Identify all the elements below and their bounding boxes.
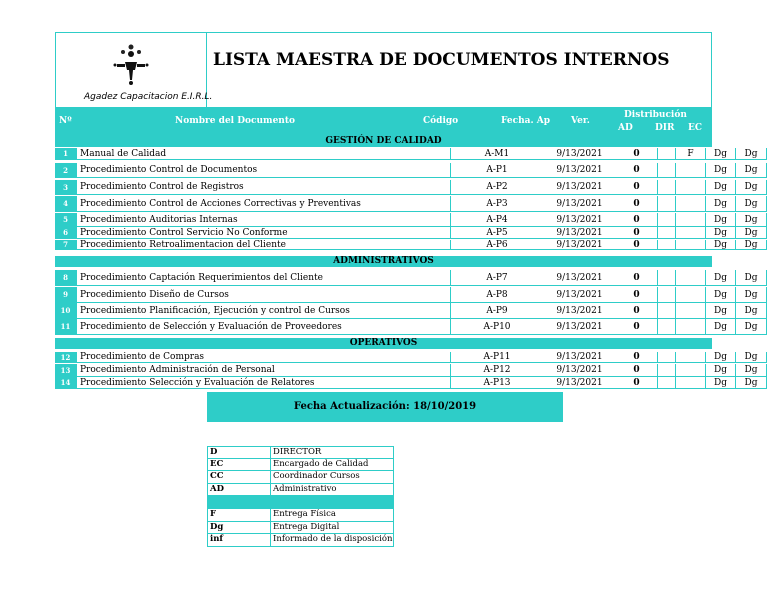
row-number: 2 — [55, 163, 76, 178]
legend-table — [207, 446, 394, 547]
row-number: 3 — [55, 180, 76, 195]
row-number: 5 — [55, 213, 76, 227]
distribution-ec: Dg — [735, 319, 767, 335]
header-date: Fecha. Ap — [501, 116, 551, 126]
approval-date: 9/13/2021 — [543, 287, 616, 303]
approval-date: 9/13/2021 — [543, 196, 616, 212]
version: 0 — [616, 148, 657, 160]
table-row — [55, 270, 758, 286]
approval-date: 9/13/2021 — [543, 303, 616, 319]
header-distribution: Distribución — [624, 110, 687, 120]
legend-key: AD — [210, 483, 224, 494]
document-code: A-P5 — [450, 227, 543, 239]
document-code: A-M1 — [450, 148, 543, 160]
document-code: A-P13 — [450, 377, 543, 389]
row-number: 14 — [55, 377, 76, 389]
distribution-blank — [657, 213, 675, 227]
approval-date: 9/13/2021 — [543, 319, 616, 335]
table-row — [55, 163, 758, 178]
distribution-blank — [657, 352, 675, 363]
distribution-dir: Dg — [705, 196, 735, 212]
legend-row — [207, 496, 394, 509]
version: 0 — [616, 180, 657, 195]
document-code: A-P12 — [450, 364, 543, 377]
distribution-ad — [675, 227, 705, 239]
distribution-ad — [675, 303, 705, 319]
distribution-ec: Dg — [735, 364, 767, 377]
header-ad: AD — [618, 123, 633, 133]
distribution-ec: Dg — [735, 148, 767, 160]
version: 0 — [616, 240, 657, 250]
distribution-ad — [675, 287, 705, 303]
document-code: A-P6 — [450, 240, 543, 250]
section-header: ADMINISTRATIVOS — [55, 256, 712, 267]
version: 0 — [616, 196, 657, 212]
document-code: A-P10 — [450, 319, 543, 335]
document-code: A-P4 — [450, 213, 543, 227]
distribution-ec: Dg — [735, 303, 767, 319]
version: 0 — [616, 377, 657, 389]
header-code: Código — [423, 116, 459, 126]
distribution-blank — [657, 196, 675, 212]
legend-value: Administrativo — [270, 484, 337, 496]
document-code: A-P9 — [450, 303, 543, 319]
distribution-ec: Dg — [735, 287, 767, 303]
legend-row — [207, 509, 394, 522]
distribution-ec: Dg — [735, 196, 767, 212]
legend-key: inf — [210, 534, 224, 544]
legend-key: CC — [210, 471, 224, 481]
row-number: 7 — [55, 240, 76, 250]
distribution-blank — [657, 227, 675, 239]
distribution-ad — [675, 377, 705, 389]
distribution-dir: Dg — [705, 270, 735, 286]
distribution-dir: Dg — [705, 213, 735, 227]
distribution-ec: Dg — [735, 352, 767, 363]
distribution-ad — [675, 196, 705, 212]
approval-date: 9/13/2021 — [543, 352, 616, 363]
table-row — [55, 352, 758, 363]
document-name: Procedimiento de Compras — [76, 352, 450, 363]
distribution-dir: Dg — [705, 180, 735, 195]
version: 0 — [616, 364, 657, 377]
distribution-ec: Dg — [735, 227, 767, 239]
approval-date: 9/13/2021 — [543, 148, 616, 160]
distribution-ec: Dg — [735, 270, 767, 286]
distribution-ad — [675, 364, 705, 377]
document-name: Manual de Calidad — [76, 148, 450, 160]
distribution-ad — [675, 180, 705, 195]
distribution-blank — [657, 287, 675, 303]
distribution-ec: Dg — [735, 240, 767, 250]
distribution-blank — [657, 364, 675, 377]
document-code: A-P7 — [450, 270, 543, 286]
document-name: Procedimiento Control de Registros — [76, 180, 450, 195]
version: 0 — [616, 270, 657, 286]
approval-date: 9/13/2021 — [543, 180, 616, 195]
approval-date: 9/13/2021 — [543, 364, 616, 377]
version: 0 — [616, 287, 657, 303]
row-number: 4 — [55, 196, 76, 212]
distribution-dir: Dg — [705, 377, 735, 389]
table-row — [55, 364, 758, 377]
logo-caption: Agadez Capacitacion E.I.R.L. — [84, 92, 213, 102]
legend-key: D — [210, 447, 218, 457]
distribution-dir: Dg — [705, 148, 735, 160]
header-num: Nº — [59, 116, 72, 126]
document-name: Procedimiento Auditorias Internas — [76, 213, 450, 227]
legend-row — [207, 484, 394, 497]
header-ec: EC — [688, 123, 703, 133]
row-number: 6 — [55, 227, 76, 239]
header-version: Ver. — [571, 116, 590, 126]
version: 0 — [616, 163, 657, 178]
version: 0 — [616, 227, 657, 239]
approval-date: 9/13/2021 — [543, 163, 616, 178]
legend-key: Dg — [210, 521, 224, 532]
distribution-blank — [657, 240, 675, 250]
row-number: 9 — [55, 287, 76, 303]
distribution-blank — [657, 163, 675, 178]
table-row — [55, 213, 758, 227]
legend-row — [207, 534, 394, 547]
table-row — [55, 303, 758, 319]
version: 0 — [616, 213, 657, 227]
legend-value: Informado de la disposición — [270, 534, 392, 546]
document-code: A-P11 — [450, 352, 543, 363]
document-code: A-P8 — [450, 287, 543, 303]
legend-value: DIRECTOR — [270, 447, 321, 458]
distribution-ec: Dg — [735, 180, 767, 195]
legend-value: Coordinador Cursos — [270, 471, 360, 483]
distribution-ad — [675, 270, 705, 286]
distribution-ad — [675, 319, 705, 335]
distribution-blank — [657, 148, 675, 160]
distribution-ec: Dg — [735, 377, 767, 389]
version: 0 — [616, 319, 657, 335]
table-row — [55, 319, 758, 335]
document-name: Procedimiento de Selección y Evaluación de Proveedores — [76, 319, 450, 335]
document-name: Procedimiento Planificación, Ejecución y control de Cursos — [76, 303, 450, 319]
approval-date: 9/13/2021 — [543, 213, 616, 227]
table-row — [55, 148, 758, 160]
row-number: 11 — [55, 319, 76, 335]
legend-value: Encargado de Calidad — [270, 459, 368, 471]
distribution-dir: Dg — [705, 352, 735, 363]
document-name: Procedimiento Control de Documentos — [76, 163, 450, 178]
update-date: Fecha Actualización: 18/10/2019 — [207, 392, 563, 422]
document-name: Procedimiento Selección y Evaluación de Relatores — [76, 377, 450, 389]
distribution-dir: Dg — [705, 163, 735, 178]
distribution-blank — [657, 319, 675, 335]
company-logo-icon — [111, 42, 151, 88]
distribution-blank — [657, 377, 675, 389]
document-code: A-P3 — [450, 196, 543, 212]
approval-date: 9/13/2021 — [543, 240, 616, 250]
approval-date: 9/13/2021 — [543, 377, 616, 389]
row-number: 10 — [55, 303, 76, 319]
distribution-ad: F — [675, 148, 705, 160]
document-code: A-P1 — [450, 163, 543, 178]
section-header: OPERATIVOS — [55, 338, 712, 349]
distribution-dir: Dg — [705, 364, 735, 377]
legend-value: Entrega Física — [270, 509, 336, 521]
legend-row — [207, 446, 394, 459]
distribution-dir: Dg — [705, 227, 735, 239]
distribution-ec: Dg — [735, 213, 767, 227]
legend-value: Entrega Digital — [270, 522, 339, 534]
distribution-blank — [657, 270, 675, 286]
row-number: 12 — [55, 352, 76, 363]
header-name: Nombre del Documento — [175, 116, 296, 126]
legend-row — [207, 459, 394, 472]
distribution-ad — [675, 163, 705, 178]
distribution-dir: Dg — [705, 319, 735, 335]
legend-row — [207, 522, 394, 535]
distribution-dir: Dg — [705, 287, 735, 303]
distribution-dir: Dg — [705, 303, 735, 319]
page-title: LISTA MAESTRA DE DOCUMENTOS INTERNOS — [213, 50, 670, 70]
distribution-ad — [675, 352, 705, 363]
table-row — [55, 196, 758, 212]
row-number: 13 — [55, 364, 76, 377]
document-name: Procedimiento Captación Requerimientos del Cliente — [76, 270, 450, 286]
distribution-ad — [675, 240, 705, 250]
document-name: Procedimiento Diseño de Cursos — [76, 287, 450, 303]
legend-row — [207, 471, 394, 484]
table-row — [55, 227, 758, 239]
distribution-ad — [675, 213, 705, 227]
distribution-ec: Dg — [735, 163, 767, 178]
section-header: GESTIÓN DE CALIDAD — [55, 136, 712, 147]
legend-key: F — [210, 509, 217, 519]
document-name: Procedimiento Administración de Personal — [76, 364, 450, 377]
table-row — [55, 377, 758, 389]
table-header — [55, 108, 712, 136]
row-number: 1 — [55, 148, 76, 160]
version: 0 — [616, 303, 657, 319]
document-name: Procedimiento Retroalimentacion del Cliente — [76, 240, 450, 250]
version: 0 — [616, 352, 657, 363]
row-number: 8 — [55, 270, 76, 286]
document-code: A-P2 — [450, 180, 543, 195]
table-row — [55, 287, 758, 303]
table-row — [55, 180, 758, 195]
approval-date: 9/13/2021 — [543, 270, 616, 286]
legend-key: EC — [210, 458, 224, 469]
document-name: Procedimiento Control de Acciones Correctivas y Preventivas — [76, 196, 450, 212]
approval-date: 9/13/2021 — [543, 227, 616, 239]
distribution-blank — [657, 180, 675, 195]
distribution-blank — [657, 303, 675, 319]
header-dir: DIR — [655, 123, 675, 133]
distribution-dir: Dg — [705, 240, 735, 250]
table-row — [55, 240, 758, 250]
document-name: Procedimiento Control Servicio No Conforme — [76, 227, 450, 239]
